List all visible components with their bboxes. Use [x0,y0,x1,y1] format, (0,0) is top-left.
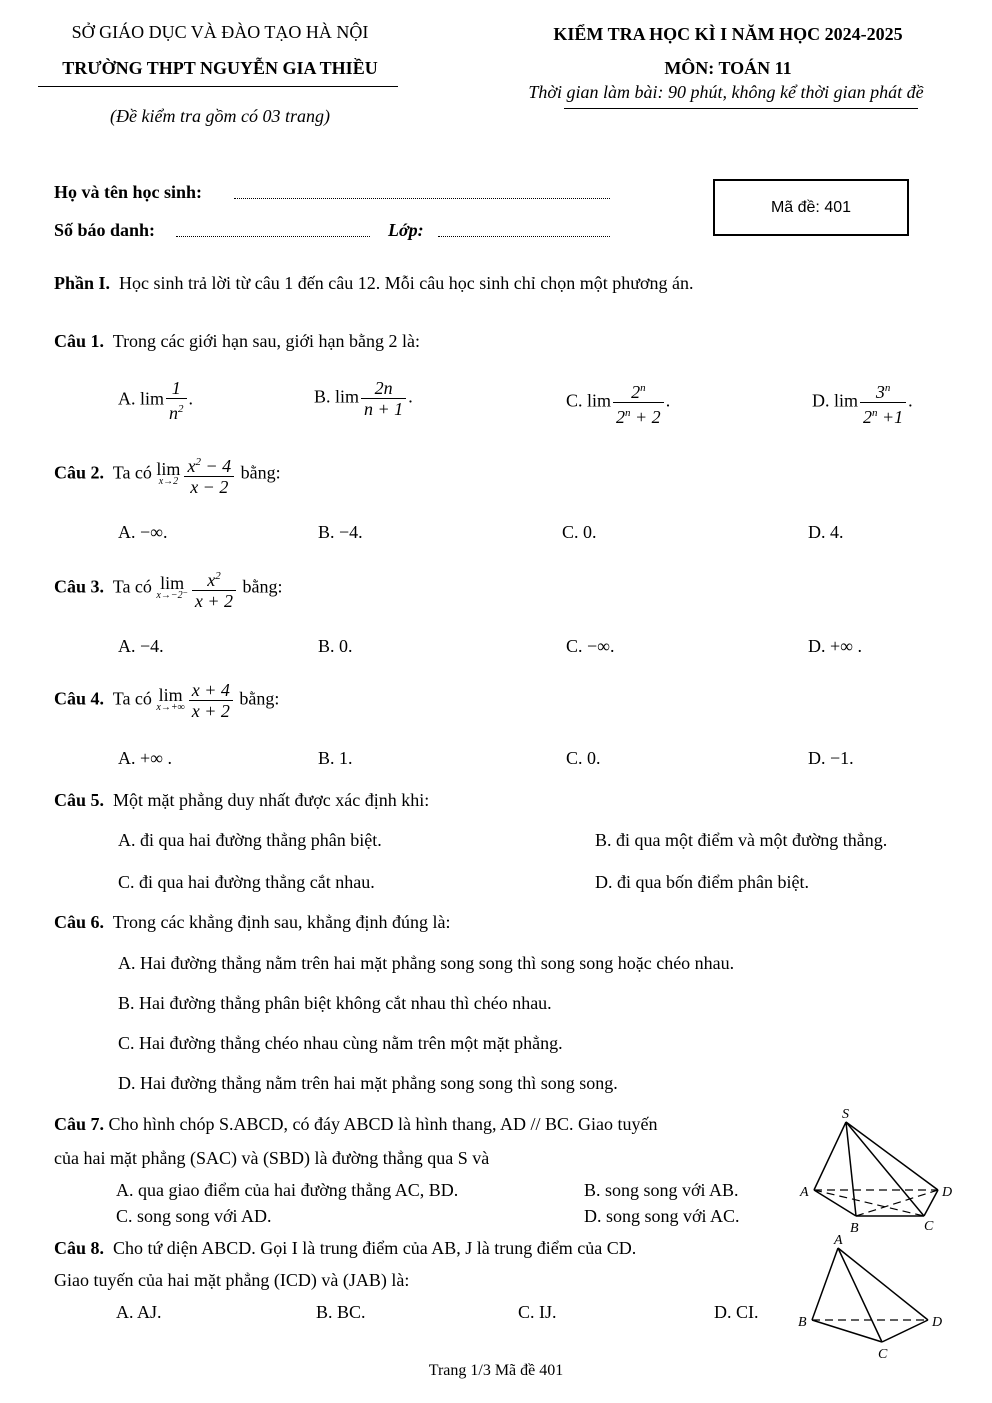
edge-sc [846,1122,924,1216]
edge-sa [814,1122,846,1190]
q7-option-b[interactable]: B. song song với AB. [584,1180,739,1200]
question-8: Câu 8. Cho tứ diện ABCD. Gọi I là trung điểm của AB, J là trung điểm của CD. [54,1238,637,1258]
class-field[interactable] [438,236,610,237]
edge-ab [814,1190,856,1216]
school-name: TRƯỜNG THPT NGUYỄN GIA THIỀU [62,58,378,78]
pages-note: (Đề kiểm tra gồm có 03 trang) [110,106,330,126]
time-note: Thời gian làm bài: 90 phút, không kể thời gian phát đề [528,82,924,102]
edge-sd [846,1122,938,1190]
q6-option-c[interactable]: C. Hai đường thẳng chéo nhau cùng nằm trên một mặt phẳng. [118,1033,563,1053]
q4-option-a[interactable]: A. +∞ . [118,748,172,768]
vertex-a: A [834,1233,843,1248]
sbd-field[interactable] [176,236,370,237]
edge-ac [838,1248,882,1342]
exam-code-label: Mã đề: [770,198,820,216]
question-8-line2: Giao tuyến của hai mặt phẳng (ICD) và (JAB) là: [54,1270,410,1290]
vertex-d: D [932,1315,943,1330]
question-2: Câu 2. Ta có lim x→2 $\frac{x^2 - 4}{x - 2}$ bằng: [54,452,281,497]
q7-option-d[interactable]: D. song song với AC. [584,1206,740,1226]
q3-option-a[interactable]: A. −4. [118,636,164,656]
vertex-c: C [924,1219,934,1234]
q6-option-a[interactable]: A. Hai đường thẳng nằm trên hai mặt phẳng song song thì song song hoặc chéo nhau. [118,953,735,973]
question-4: Câu 4. Ta có lim x→+∞ $\frac{x + 4}{x + 2}$ bằng: [54,680,280,721]
q2-option-c[interactable]: C. 0. [562,522,597,542]
q1-option-c[interactable]: C. lim $\frac{2^n}{2^n + 2}$ . [566,378,670,427]
edge-sb [846,1122,856,1216]
q2-option-d[interactable]: D. 4. [808,522,844,542]
q4-option-b[interactable]: B. 1. [318,748,353,768]
vertex-c: C [878,1347,888,1362]
vertex-b: B [798,1315,807,1330]
q1-option-d[interactable]: D. lim $\frac{3^n}{2^n +1}$ . [812,378,913,427]
department-name: SỞ GIÁO DỤC VÀ ĐÀO TẠO HÀ NỘI [71,22,369,42]
q5-option-b[interactable]: B. đi qua một điểm và một đường thẳng. [595,830,888,850]
q6-option-d[interactable]: D. Hai đường thẳng nằm trên hai mặt phẳng song song thì song song. [118,1073,618,1093]
part1-text: Học sinh trả lời từ câu 1 đến câu 12. Mỗi câu học sinh chỉ chọn một phương án. [119,273,694,293]
vertex-s: S [842,1107,849,1122]
exam-code-box [713,179,909,236]
question-7: Câu 7. Cho hình chóp S.ABCD, có đáy ABCD là hình thang, AD // BC. Giao tuyến [54,1114,658,1134]
edge-bc [812,1320,882,1342]
q7-option-c[interactable]: C. song song với AD. [116,1206,272,1226]
q1-text: Trong các giới hạn sau, giới hạn bằng 2 là: [112,331,421,351]
q3-option-c[interactable]: C. −∞. [566,636,615,656]
school-underline [38,86,398,87]
question-7-line2: của hai mặt phẳng (SAC) và (SBD) là đường thẳng qua S và [54,1148,490,1168]
q5-option-a[interactable]: A. đi qua hai đường thẳng phân biệt. [118,830,382,850]
question-3: Câu 3. Ta có lim x→−2⁻ $\frac{x^2}{x + 2}$ bằng: [54,566,283,611]
edge-cd [882,1320,928,1342]
q1-label: Câu 1. [54,331,105,351]
q5-option-c[interactable]: C. đi qua hai đường thẳng cắt nhau. [118,872,375,892]
q4-option-c[interactable]: C. 0. [566,748,601,768]
question-1 [54,331,420,352]
part1-label: Phần I. [54,273,111,293]
subject: MÔN: TOÁN 11 [664,58,792,78]
time-underline [564,108,918,109]
question-6: Câu 6. Trong các khẳng định sau, khẳng định đúng là: [54,912,451,932]
pyramid-figure [796,1104,966,1236]
sbd-label: Số báo danh: [54,220,156,240]
q5-option-d[interactable]: D. đi qua bốn điểm phân biệt. [595,872,809,892]
q1-option-b[interactable]: B. lim $\frac{2n}{n + 1}$ . [314,378,413,419]
q6-option-b[interactable]: B. Hai đường thẳng phân biệt không cắt nhau thì chéo nhau. [118,993,552,1013]
exam-code-value: 401 [824,198,852,216]
edge-ab [812,1248,838,1320]
class-label: Lớp: [388,220,424,240]
q2-option-a[interactable]: A. −∞. [118,522,168,542]
tetrahedron-figure [796,1232,966,1362]
q1-option-a[interactable]: A. lim $\frac{1}{n^2}$ . [118,378,194,423]
q8-option-a[interactable]: A. AJ. [116,1302,162,1322]
q8-option-c[interactable]: C. IJ. [518,1302,557,1322]
vertex-b: B [850,1221,859,1236]
q7-option-a[interactable]: A. qua giao điểm của hai đường thẳng AC, BD. [116,1180,459,1200]
q8-option-b[interactable]: B. BC. [316,1302,366,1322]
q4-option-d[interactable]: D. −1. [808,748,854,768]
part1-instruction [54,273,693,294]
vertex-a: A [800,1185,809,1200]
student-name-label: Họ và tên học sinh: [54,182,203,202]
q2-option-b[interactable]: B. −4. [318,522,363,542]
edge-ad [838,1248,928,1320]
exam-title: KIỂM TRA HỌC KÌ I NĂM HỌC 2024-2025 [553,24,903,44]
edge-cd [924,1190,938,1216]
q8-option-d[interactable]: D. CI. [714,1302,759,1322]
vertex-d: D [942,1185,953,1200]
q3-option-d[interactable]: D. +∞ . [808,636,862,656]
page-footer: Trang 1/3 Mã đề 401 [428,1362,564,1379]
student-name-field[interactable] [234,198,610,199]
question-5: Câu 5. Một mặt phẳng duy nhất được xác định khi: [54,790,430,810]
q3-option-b[interactable]: B. 0. [318,636,353,656]
